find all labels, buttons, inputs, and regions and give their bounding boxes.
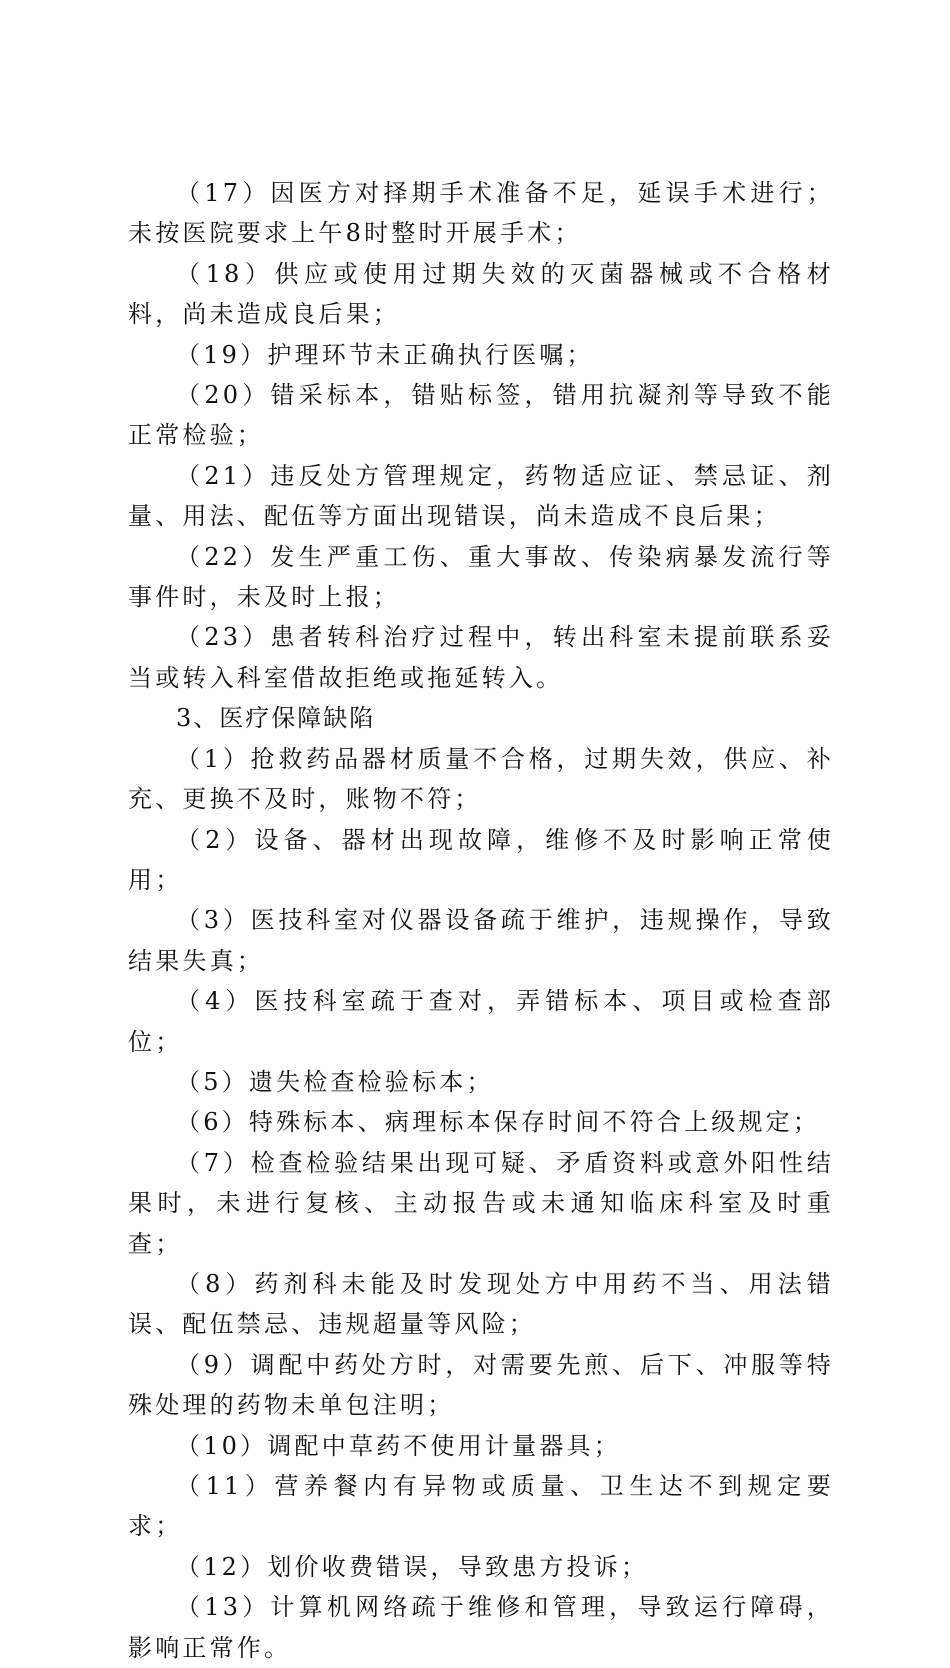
item-8: （8）药剂科未能及时发现处方中用药不当、用法错误、配伍禁忌、违规超量等风险； [128,1269,834,1339]
item-12: （12）划价收费错误，导致患方投诉； [176,1552,649,1581]
item-2: （2）设备、器材出现故障，维修不及时影响正常使用； [128,825,834,894]
section-heading-medical-support: 3、医疗保障缺陷 [176,704,376,733]
paragraph-18: （18）供应或使用过期失效的灭菌器械或不合格材料，尚未造成良后果； [128,259,834,329]
paragraph-23: （23）患者转科治疗过程中，转出科室未提前联系妥当或转入科室借故拒绝或拖延转入。 [128,623,834,692]
item-1: （1）抢救药品器材质量不合格，过期失效，供应、补充、更换不及时，账物不符； [128,744,834,814]
item-6: （6）特殊标本、病理标本保存时间不符合上级规定； [176,1108,821,1137]
item-11: （11）营养餐内有异物或质量、卫生达不到规定要求； [128,1472,834,1541]
item-13: （13）计算机网络疏于维修和管理，导致运行障碍，影响正常作。 [128,1593,834,1662]
item-9: （9）调配中药处方时，对需要先煎、后下、冲服等特殊处理的药物未单包注明； [128,1350,834,1420]
item-3: （3）医技科室对仪器设备疏于维护，违规操作，导致结果失真； [128,906,834,975]
paragraph-17: （17）因医方对择期手术准备不足，延误手术进行；未按医院要求上午8时整时开展手术； [128,179,834,248]
item-4: （4）医技科室疏于查对，弄错标本、项目或检查部位； [128,987,834,1056]
document-body [128,173,834,1668]
item-5: （5）遗失检查检验标本； [176,1067,494,1096]
paragraph-20: （20）错采标本，错贴标签，错用抗凝剂等导致不能正常检验； [128,381,834,450]
paragraph-21: （21）违反处方管理规定，药物适应证、禁忌证、剂量、用法、配伍等方面出现错误，尚未造成不良后果； [128,461,834,531]
item-10: （10）调配中草药不使用计量器具； [176,1431,621,1460]
paragraph-22: （22）发生严重工伤、重大事故、传染病暴发流行等事件时，未及时上报； [128,542,834,612]
item-7: （7）检查检验结果出现可疑、矛盾资料或意外阳性结果时，未进行复核、主动报告或未通知临床科室及时重查； [128,1148,834,1258]
paragraph-19: （19）护理环节未正确执行医嘱； [176,340,594,369]
